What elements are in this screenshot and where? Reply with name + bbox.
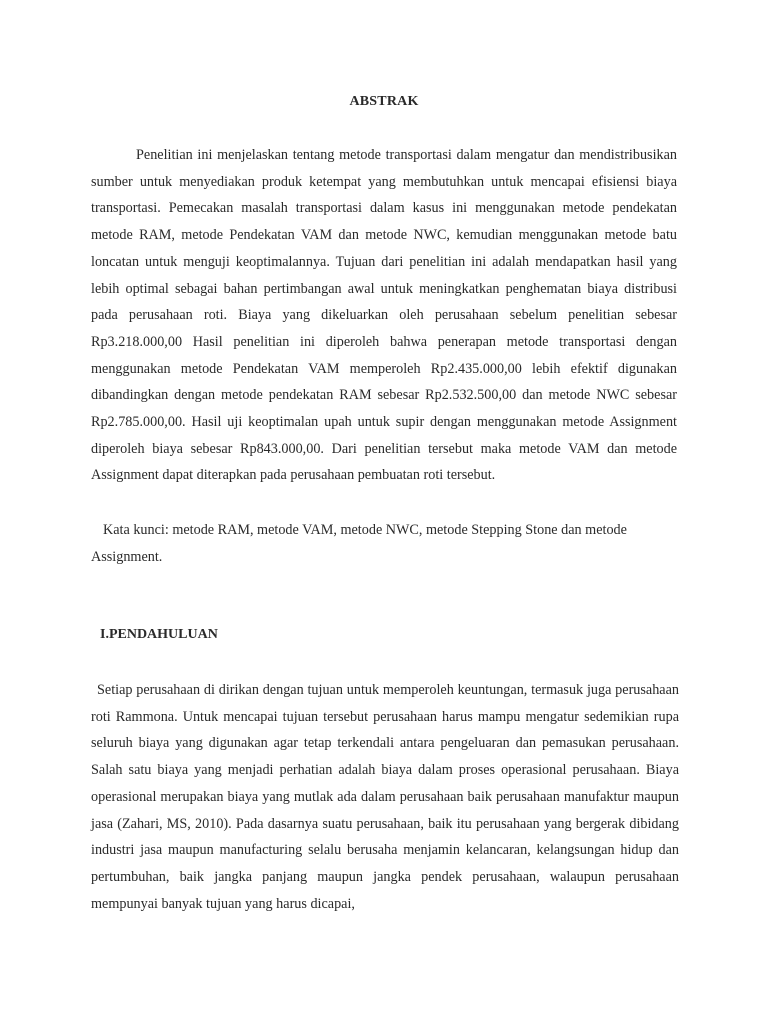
abstract-keywords: Kata kunci: metode RAM, metode VAM, metode NWC, metode Stepping Stone dan metode Assignment. xyxy=(91,522,627,565)
abstract-body: Penelitian ini menjelaskan tentang metode transportasi dalam mengatur dan mendistribusikan sumber untuk menyediakan produk ketempat yang membutuhkan untuk mencapai efisiensi biaya transportasi. Pemecakan masalah transportasi dalam kasus ini menggunakan metode pendekatan metode RAM, metode Pendekatan VAM dan metode NWC, kemudian menggunakan metode batu loncatan untuk menguji keoptimalannya. Tujuan dari penelitian ini adalah mendapatkan hasil yang lebih optimal sebagai bahan pertimbangan awal untuk meningkatkan penghematan biaya distribusi pada perusahaan roti. Biaya yang dikeluarkan oleh perusahaan sebelum penelitian sebesar Rp3.218.000,00 Hasil penelitian ini diperoleh bahwa penerapan metode transportasi dengan menggunakan metode Pendekatan VAM memperoleh Rp2.435.000,00 lebih efektif digunakan dibandingkan dengan metode pendekatan RAM sebesar Rp2.532.500,00 dan metode NWC sebesar Rp2.785.000,00. Hasil uji keoptimalan upah untuk supir dengan menggunakan metode Assignment diperoleh biaya sebesar Rp843.000,00. Dari penelitian tersebut maka metode VAM dan metode Assignment dapat diterapkan pada perusahaan pembuatan roti tersebut. xyxy=(91,147,677,484)
introduction-title: I.PENDAHULUAN xyxy=(100,627,218,642)
introduction-body: Setiap perusahaan di dirikan dengan tujuan untuk memperoleh keuntungan, termasuk juga perusahaan roti Rammona. Untuk mencapai tujuan tersebut perusahaan harus mampu mengatur sedemikian rupa seluruh biaya yang digunakan agar tetap terkendali antara pengeluaran dan pemasukan perusahaan. Salah satu biaya yang menjadi perhatian adalah biaya dalam proses operasional perusahaan. Biaya operasional merupakan biaya yang mutlak ada dalam perusahaan baik perusahaan manufaktur maupun jasa (Zahari, MS, 2010). Pada dasarnya suatu perusahaan, baik itu perusahaan yang bergerak dibidang industri jasa maupun manufacturing selalu berusaha menjamin kelancaran, kelangsungan hidup dan pertumbuhan, baik jangka panjang maupun jangka pendek perusahaan, walaupun perusahaan mempunyai banyak tujuan yang harus dicapai, xyxy=(91,682,679,912)
abstract-title: ABSTRAK xyxy=(349,94,419,109)
